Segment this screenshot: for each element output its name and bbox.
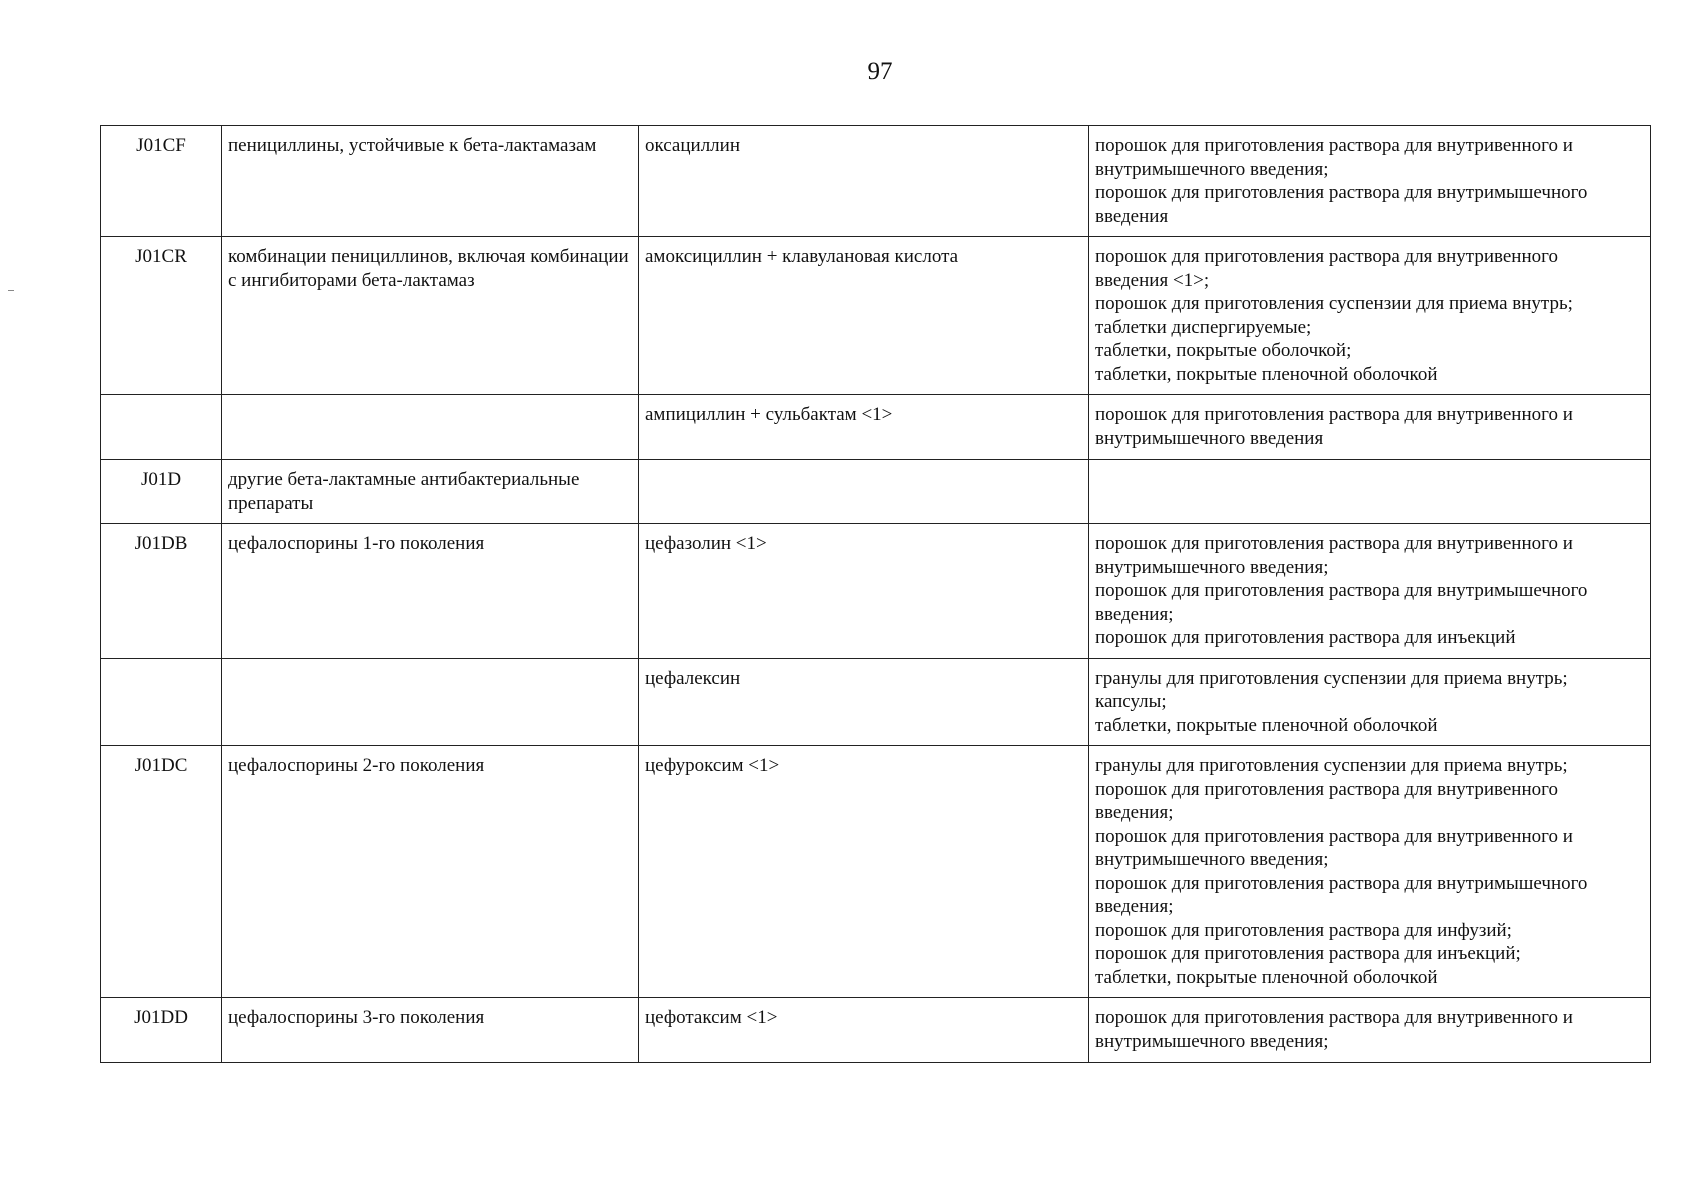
dosage-forms-cell xyxy=(1089,460,1651,524)
pharmacological-group-cell: цефалоспорины 1-го поколения xyxy=(222,524,639,659)
dosage-form-line: таблетки, покрытые пленочной оболочкой xyxy=(1095,714,1438,736)
pharmacological-group-cell xyxy=(222,658,639,746)
drug-name-cell: цефотаксим <1> xyxy=(639,998,1089,1063)
drug-table-body xyxy=(101,126,1651,1063)
dosage-form-line: порошок для приготовления раствора для внутривенного и xyxy=(1095,533,1573,554)
dosage-form-line: порошок для приготовления раствора для инфузий; xyxy=(1095,919,1512,941)
pharmacological-group-cell xyxy=(222,395,639,460)
dosage-forms-cell xyxy=(1089,746,1651,998)
table-row xyxy=(101,460,1651,524)
dosage-form-line: капсулы; xyxy=(1095,691,1167,712)
dosage-form-line: порошок для приготовления раствора для инъекций xyxy=(1095,627,1516,648)
dosage-form-line: введения; xyxy=(1095,603,1174,625)
table-row xyxy=(101,126,1651,237)
dosage-form-line: введения xyxy=(1095,205,1169,227)
dosage-form-line: таблетки, покрытые оболочкой; xyxy=(1095,340,1352,361)
dosage-form-line: внутримышечного введения; xyxy=(1095,1030,1329,1052)
table-row xyxy=(101,524,1651,659)
dosage-form-line: порошок для приготовления раствора для внутривенного и xyxy=(1095,404,1573,425)
table-row xyxy=(101,746,1651,998)
atc-code-cell xyxy=(101,395,222,460)
atc-code-cell: J01CR xyxy=(101,237,222,395)
dosage-form-line: порошок для приготовления раствора для внутримышечного xyxy=(1095,580,1588,601)
dosage-forms-cell xyxy=(1089,395,1651,460)
dosage-forms-cell xyxy=(1089,126,1651,237)
atc-code-cell: J01DB xyxy=(101,524,222,659)
dosage-form-line: порошок для приготовления суспензии для приема внутрь; xyxy=(1095,293,1573,314)
dosage-form-line: порошок для приготовления раствора для инъекций; xyxy=(1095,943,1521,964)
drug-name-cell xyxy=(639,460,1089,524)
atc-code-cell xyxy=(101,658,222,746)
table-row xyxy=(101,658,1651,746)
dosage-form-line: таблетки диспергируемые; xyxy=(1095,316,1312,338)
drug-name-cell: амоксициллин + клавулановая кислота xyxy=(639,237,1089,395)
page-number: 97 xyxy=(867,58,893,85)
dosage-form-line: таблетки, покрытые пленочной оболочкой xyxy=(1095,966,1438,988)
dosage-forms-cell xyxy=(1089,237,1651,395)
scan-artifact xyxy=(8,290,14,291)
pharmacological-group-cell: пенициллины, устойчивые к бета-лактамазам xyxy=(222,126,639,237)
atc-code-cell: J01CF xyxy=(101,126,222,237)
dosage-form-line: введения <1>; xyxy=(1095,269,1210,291)
dosage-form-line: таблетки, покрытые пленочной оболочкой xyxy=(1095,363,1438,385)
drug-name-cell: ампициллин + сульбактам <1> xyxy=(639,395,1089,460)
drug-name-cell: цефазолин <1> xyxy=(639,524,1089,659)
dosage-form-line: порошок для приготовления раствора для внутривенного и xyxy=(1095,1007,1573,1028)
dosage-form-line: порошок для приготовления раствора для внутривенного и xyxy=(1095,135,1573,156)
table-row xyxy=(101,237,1651,395)
atc-code-cell: J01DD xyxy=(101,998,222,1063)
dosage-forms-cell xyxy=(1089,524,1651,659)
dosage-form-line: порошок для приготовления раствора для внутримышечного xyxy=(1095,182,1588,203)
dosage-form-line: внутримышечного введения; xyxy=(1095,556,1329,578)
dosage-form-line: внутримышечного введения xyxy=(1095,427,1324,449)
pharmacological-group-cell: комбинации пенициллинов, включая комбинации с ингибиторами бета-лактамаз xyxy=(222,237,639,395)
pharmacological-group-cell: цефалоспорины 3-го поколения xyxy=(222,998,639,1063)
pharmacological-group-cell: другие бета-лактамные антибактериальные препараты xyxy=(222,460,639,524)
dosage-form-line: внутримышечного введения; xyxy=(1095,849,1329,870)
dosage-form-line: порошок для приготовления раствора для внутривенного и xyxy=(1095,825,1573,847)
dosage-forms-cell xyxy=(1089,998,1651,1063)
atc-code-cell: J01D xyxy=(101,460,222,524)
drug-name-cell: оксациллин xyxy=(639,126,1089,237)
dosage-forms-cell xyxy=(1089,658,1651,746)
dosage-form-line: внутримышечного введения; xyxy=(1095,158,1329,180)
dosage-form-line: порошок для приготовления раствора для внутримышечного xyxy=(1095,872,1588,894)
dosage-form-line: гранулы для приготовления суспензии для приема внутрь; xyxy=(1095,755,1568,776)
drug-name-cell: цефалексин xyxy=(639,658,1089,746)
dosage-form-line: порошок для приготовления раствора для внутривенного xyxy=(1095,246,1558,267)
drug-table xyxy=(100,125,1651,1063)
dosage-form-line: порошок для приготовления раствора для внутривенного xyxy=(1095,778,1558,800)
table-row xyxy=(101,395,1651,460)
dosage-form-line: введения; xyxy=(1095,896,1174,917)
dosage-form-line: гранулы для приготовления суспензии для приема внутрь; xyxy=(1095,667,1568,689)
table-row xyxy=(101,998,1651,1063)
drug-name-cell: цефуроксим <1> xyxy=(639,746,1089,998)
dosage-form-line: введения; xyxy=(1095,802,1174,823)
pharmacological-group-cell: цефалоспорины 2-го поколения xyxy=(222,746,639,998)
atc-code-cell: J01DC xyxy=(101,746,222,998)
